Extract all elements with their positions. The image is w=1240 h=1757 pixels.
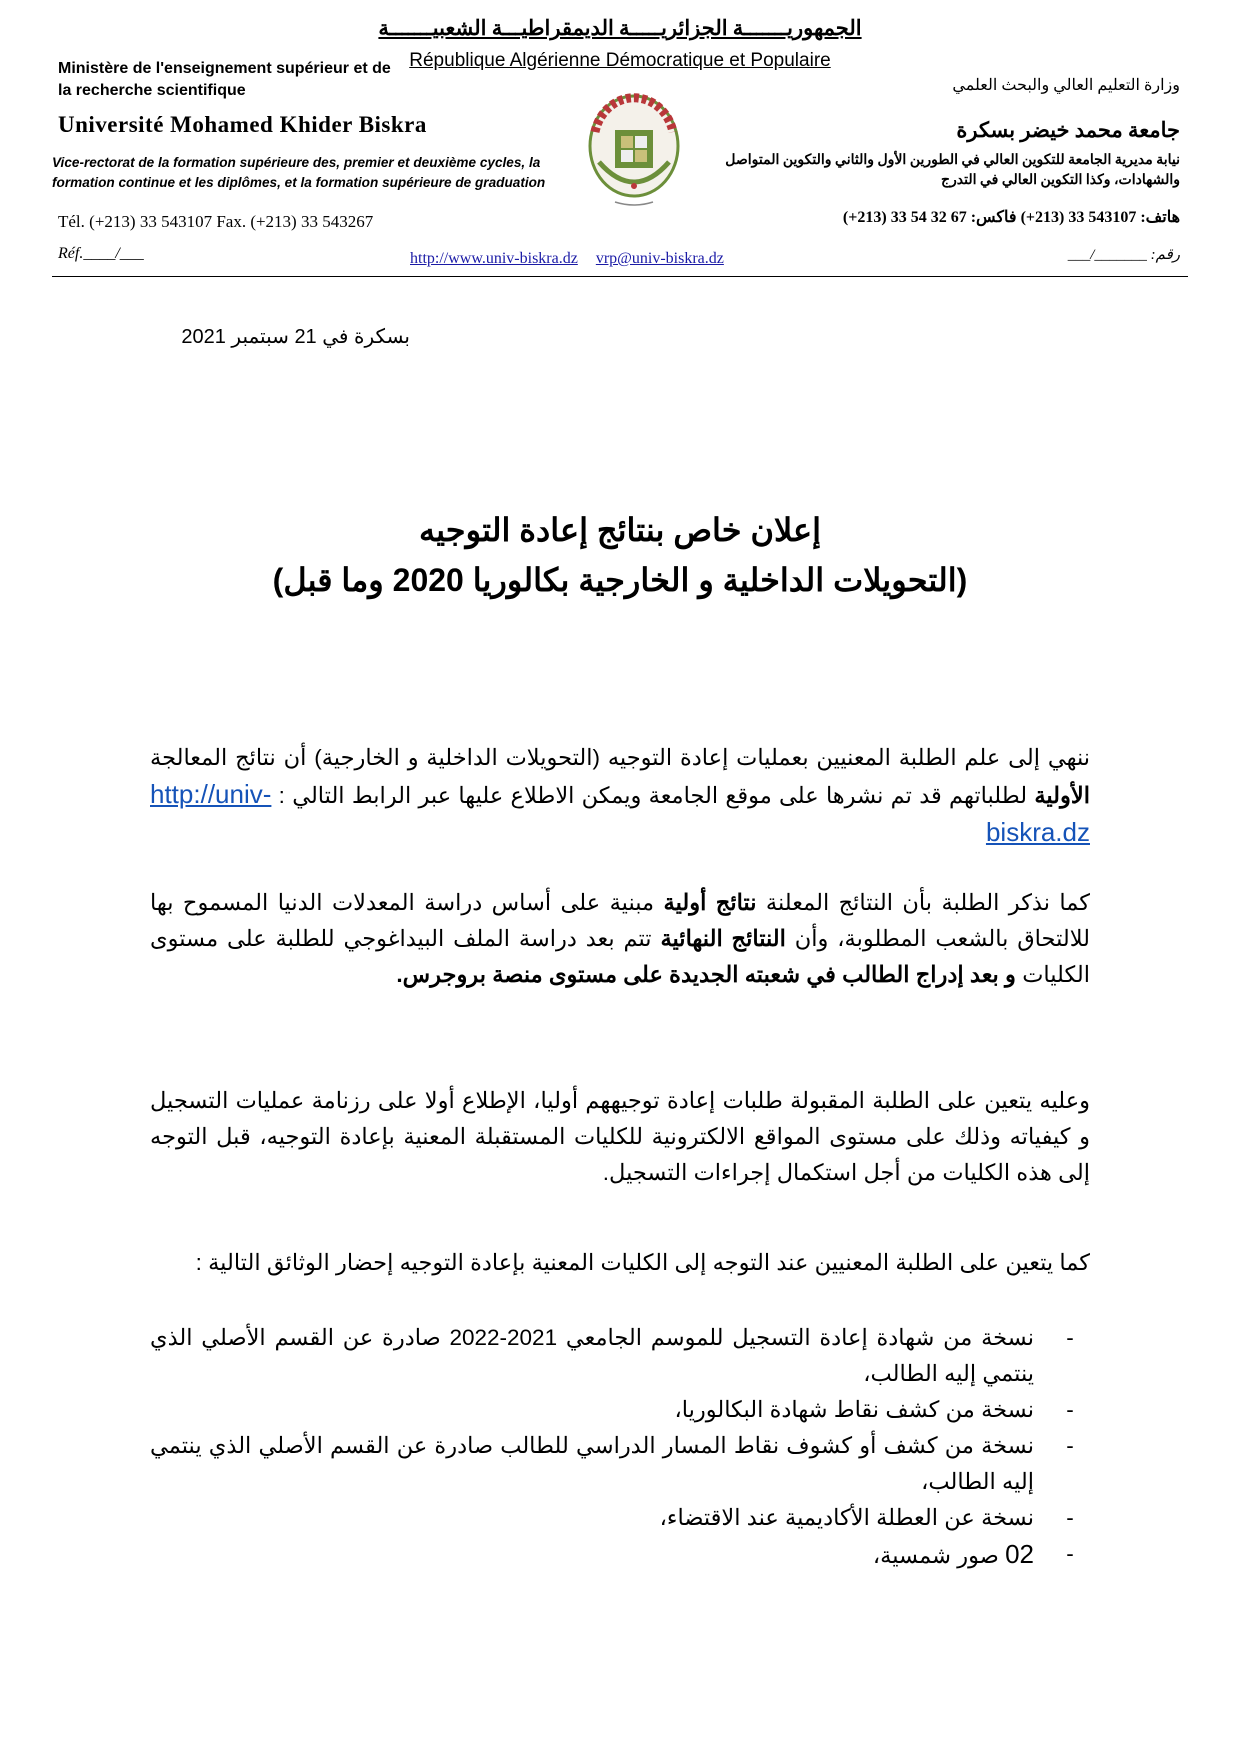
- reference-ar: رقم: _______/___: [1067, 247, 1180, 263]
- list-marker: -: [1066, 1505, 1074, 1530]
- republic-title-ar: الجمهوريـــــــة الجزائريـــــة الديمقراطيـــة الشعبيـــــــة: [378, 16, 862, 40]
- announcement-title-line1: إعلان خاص بنتائج إعادة التوجيه: [418, 512, 822, 548]
- paragraph-registration: وعليه يتعين على الطلبة المقبولة طلبات إعادة توجيههم أوليا، الإطلاع أولا على رزنامة عمليات التسجيل و كيفياته وذلك على مستوى المواقع الالكترونية للكليات المستقبلة المعنية بإعادة التوجيه، قبل التوجه إلى هذه الكليات من أجل استكمال إجراءات التسجيل.: [150, 1088, 1090, 1185]
- required-documents-list: [150, 1320, 1090, 1574]
- university-name-ar: جامعة محمد خيضر بسكرة: [956, 118, 1180, 142]
- phone-fax-fr: Tél. (+213) 33 543107 Fax. (+213) 33 543267: [58, 212, 374, 231]
- document-item-text: نسخة عن العطلة الأكاديمية عند الاقتضاء،: [659, 1505, 1034, 1530]
- university-logo-icon: [585, 92, 683, 210]
- university-name-fr: Université Mohamed Khider Biskra: [58, 112, 427, 137]
- phone-fax-ar: هاتف: 543107 33 (213+) فاكس: 67 32 54 33 (213+): [842, 209, 1180, 226]
- header-divider: [52, 276, 1188, 277]
- email-link[interactable]: vrp@univ-biskra.dz: [595, 250, 724, 267]
- reference-fr: Réf.____/___: [58, 245, 144, 262]
- list-marker: -: [1066, 1541, 1074, 1566]
- ministry-fr: Ministère de l'enseignement supérieur et de la recherche scientifique: [58, 60, 391, 99]
- photos-text: صور شمسية،: [872, 1543, 1006, 1568]
- vice-rectorate-fr: Vice-rectorat de la formation supérieure des, premier et deuxième cycles, la formation continue et les diplômes, et la formation supérieure de graduation: [52, 155, 546, 190]
- list-marker: -: [1066, 1397, 1074, 1422]
- p2-text-e: تتم بعد دراسة الملف البيداغوجي للطلبة على مستوى الكليات: [150, 926, 1090, 987]
- p2-bold-progres: و بعد إدراج الطالب في شعبته الجديدة على مستوى منصة بروجرس.: [396, 962, 1016, 987]
- republic-title-fr: République Algérienne Démocratique et Populaire: [409, 50, 831, 71]
- list-marker: -: [1066, 1433, 1074, 1458]
- website-link[interactable]: http://www.univ-biskra.dz: [410, 250, 578, 267]
- list-item: [150, 1428, 1090, 1500]
- ministry-ar: وزارة التعليم العالي والبحث العلمي: [952, 77, 1180, 94]
- results-link[interactable]: http://univ-biskra.dz: [150, 779, 1090, 847]
- paragraph-results-published: [150, 740, 1090, 852]
- p2-text-a: كما نذكر الطلبة بأن النتائج المعلنة: [756, 890, 1090, 915]
- p2-bold-final-results: النتائج النهائية: [660, 926, 786, 951]
- list-item: [150, 1392, 1090, 1428]
- document-item-text: نسخة من شهادة إعادة التسجيل للموسم الجامعي 2021-2022 صادرة عن القسم الأصلي الذي ينتمي إليه الطالب،: [150, 1325, 1034, 1386]
- list-item: [150, 1536, 1090, 1574]
- announcement-title-line2: (التحويلات الداخلية و الخارجية بكالوريا 2020 وما قبل): [272, 562, 968, 598]
- document-date: بسكرة في 21 سبتمبر 2021: [181, 326, 410, 348]
- announcement-title: [150, 505, 1090, 605]
- list-marker: -: [1066, 1325, 1074, 1350]
- paragraph-documents-intro: كما يتعين على الطلبة المعنيين عند التوجه إلى الكليات المعنية بإعادة التوجيه إحضار الوثائق التالية :: [195, 1250, 1090, 1275]
- p2-bold-initial-results: نتائج أولية: [663, 890, 757, 915]
- list-item: [150, 1320, 1090, 1392]
- p1-text-a: ننهي إلى علم الطلبة المعنيين بعمليات إعادة التوجيه (التحويلات الداخلية و الخارجية) أن نتائج المعالجة: [150, 745, 1090, 770]
- paragraph-results-note: [150, 885, 1090, 993]
- p1-bold-initial: الأولية: [1034, 783, 1090, 808]
- header-links: [410, 250, 738, 268]
- photos-count: 02: [1005, 1539, 1034, 1569]
- list-item: [150, 1500, 1090, 1536]
- p2-text-c: مبنية على أساس دراسة المعدلات الدنيا المسموح بها للالتحاق بالشعب المطلوبة، وأن: [150, 890, 1090, 951]
- document-item-text: نسخة من كشف نقاط شهادة البكالوريا،: [674, 1397, 1034, 1422]
- vice-rectorate-ar: نيابة مديرية الجامعة للتكوين العالي في الطورين الأول والثاني والتكوين المتواصل والشهادات، وكذا التكوين العالي في التدرج: [725, 153, 1180, 188]
- p1-text-c: لطلباتهم قد تم نشرها على موقع الجامعة ويمكن الاطلاع عليها عبر الرابط التالي :: [271, 783, 1035, 808]
- document-item-text: نسخة من كشف أو كشوف نقاط المسار الدراسي للطالب صادرة عن القسم الأصلي الذي ينتمي إليه الطالب،: [150, 1433, 1034, 1494]
